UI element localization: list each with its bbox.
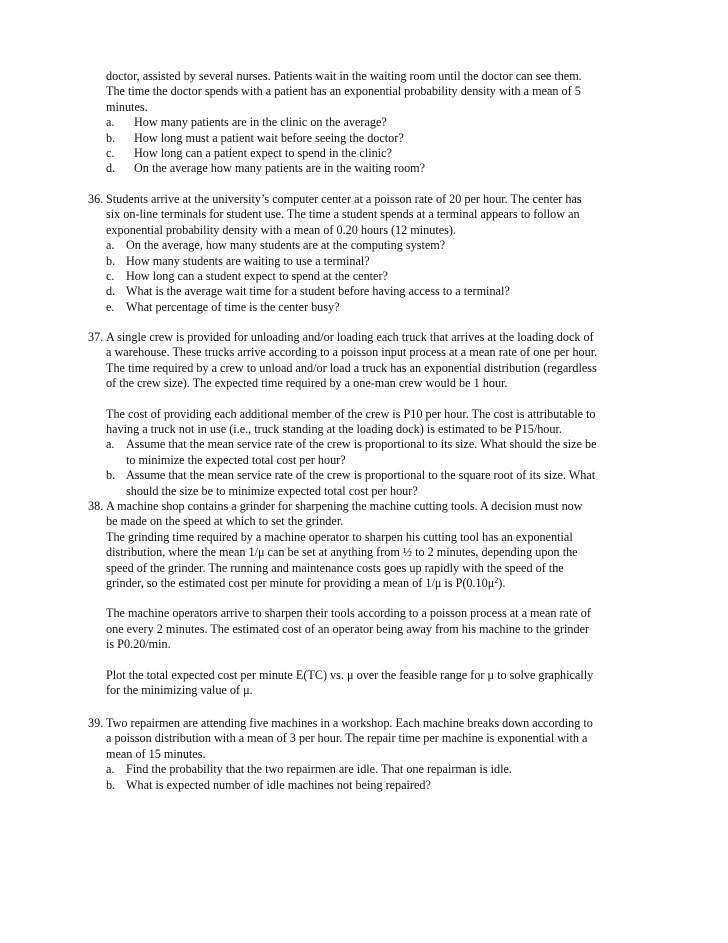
question-35-continuation	[88, 69, 648, 177]
list-item	[106, 131, 648, 146]
item-text: On the average how many patients are in the waiting room?	[134, 161, 426, 176]
question-number: 36.	[88, 192, 104, 206]
item-text: How many patients are in the clinic on the average?	[134, 115, 387, 130]
text-line: of the crew size). The expected time required by a one-man crew would be 1 hour.	[106, 376, 508, 391]
item-label: b.	[106, 468, 116, 483]
item-text: How many students are waiting to use a terminal?	[126, 253, 370, 268]
question-38-body	[88, 499, 648, 698]
list-item	[106, 437, 648, 468]
item-label: a.	[106, 115, 115, 130]
question-37	[88, 330, 648, 499]
text-line: The cost of providing each additional member of the crew is P10 per hour. The cost is attributable to	[106, 406, 596, 421]
text-line: doctor, assisted by several nurses. Patients wait in the waiting room until the doctor can see them.	[106, 69, 582, 83]
exponent: 2	[494, 576, 499, 586]
list-item	[106, 300, 648, 315]
list-item	[106, 254, 648, 269]
list-item	[106, 115, 648, 130]
question-36	[88, 192, 648, 315]
text-line: The grinding time required by a machine operator to sharpen his cutting tool has an exponential	[106, 529, 573, 544]
item-text: How long must a patient wait before seeing the doctor?	[134, 130, 404, 145]
list-item	[106, 269, 648, 284]
paragraph-gap	[106, 591, 648, 606]
text-line: A machine shop contains a grinder for sharpening the machine cutting tools. A decision must now	[106, 499, 583, 513]
item-label: d.	[106, 161, 116, 176]
item-label: a.	[106, 762, 115, 777]
text-line: The time required by a crew to unload and/or load a truck has an exponential distribution (regardless	[106, 360, 597, 375]
item-text: How long can a patient expect to spend in the clinic?	[134, 146, 392, 161]
item-text: Assume that the mean service rate of the crew is proportional to the square root of its size. What	[126, 468, 596, 483]
item-text-continued: to minimize the expected total cost per hour?	[126, 452, 346, 467]
cost-formula-text: grinder, so the estimated cost per minute for providing a mean of 1/μ is P(0.10μ	[106, 576, 495, 591]
text-line: a warehouse. These trucks arrive according to a poisson input process at a mean rate of one per hour.	[106, 345, 598, 360]
question-35-body	[88, 69, 648, 177]
item-text: What is the average wait time for a student before having access to a terminal?	[126, 284, 510, 299]
item-label: a.	[106, 238, 115, 253]
item-text: How long can a student expect to spend at the center?	[126, 269, 388, 284]
item-label: b.	[106, 253, 116, 268]
text-line: distribution, where the mean 1/μ can be set at anything from ½ to 2 minutes, depending upon the	[106, 545, 578, 560]
paragraph-gap	[106, 653, 648, 668]
text-line: exponential probability density with a mean of 0.20 hours (12 minutes).	[106, 222, 456, 237]
list-item	[106, 762, 648, 777]
item-text: Find the probability that the two repairmen are idle. That one repairman is idle.	[126, 762, 512, 777]
paragraph-gap	[106, 392, 648, 407]
item-label: d.	[106, 284, 116, 299]
list-item	[106, 468, 648, 499]
item-text: What percentage of time is the center busy?	[126, 299, 340, 314]
text-line: be made on the speed at which to set the grinder.	[106, 514, 344, 529]
item-label: a.	[106, 437, 115, 452]
question-38	[88, 499, 648, 698]
item-text-continued: should the size be to minimize expected total cost per hour?	[126, 483, 418, 498]
list-item	[106, 778, 648, 793]
question-39	[88, 716, 648, 793]
question-39-body	[88, 716, 648, 793]
text-line: The time the doctor spends with a patient has an exponential probability density with a mean of 5	[106, 84, 581, 99]
item-text: On the average, how many students are at the computing system?	[126, 238, 446, 253]
text-line: Two repairmen are attending five machines in a workshop. Each machine breaks down according to	[106, 716, 593, 730]
item-label: e.	[106, 299, 115, 314]
text-line: for the minimizing value of μ.	[106, 683, 253, 698]
cost-formula-line	[106, 576, 648, 591]
text-line: a poisson distribution with a mean of 3 per hour. The repair time per machine is exponential with a	[106, 731, 588, 746]
question-37-body	[88, 330, 648, 499]
text-line: minutes.	[106, 99, 148, 114]
text-line: is P0.20/min.	[106, 637, 171, 652]
text-line: having a truck not in use (i.e., truck standing at the loading dock) is estimated to be P15/hour.	[106, 422, 562, 437]
item-label: b.	[106, 130, 116, 145]
text-line: The machine operators arrive to sharpen their tools according to a poisson process at a mean rate of	[106, 606, 591, 621]
list-item	[106, 146, 648, 161]
question-number: 39.	[88, 716, 104, 730]
list-item	[106, 238, 648, 253]
question-number: 37.	[88, 330, 104, 344]
text-line: one every 2 minutes. The estimated cost of an operator being away from his machine to the grinder	[106, 621, 590, 636]
text-line: six on-line terminals for student use. The time a student spends at a terminal appears to follow an	[106, 207, 580, 222]
text-line: Plot the total expected cost per minute E(TC) vs. μ over the feasible range for μ to solve graphically	[106, 667, 594, 682]
list-item	[106, 161, 648, 176]
item-label: c.	[106, 269, 115, 284]
question-36-body	[88, 192, 648, 315]
text-line: A single crew is provided for unloading and/or loading each truck that arrives at the loading dock of	[106, 330, 594, 344]
list-item	[106, 284, 648, 299]
text-line: Students arrive at the university’s computer center at a poisson rate of 20 per hour. The center has	[106, 192, 582, 206]
item-label: b.	[106, 777, 116, 792]
text-line: mean of 15 minutes.	[106, 746, 206, 761]
cost-formula-end: ).	[498, 576, 506, 591]
item-label: c.	[106, 146, 115, 161]
text-line: speed of the grinder. The running and maintenance costs goes up rapidly with the speed of the	[106, 560, 564, 575]
item-text: Assume that the mean service rate of the crew is proportional to its size. What should the size be	[126, 437, 597, 452]
item-text: What is expected number of idle machines not being repaired?	[126, 777, 431, 792]
question-number: 38.	[88, 499, 104, 513]
